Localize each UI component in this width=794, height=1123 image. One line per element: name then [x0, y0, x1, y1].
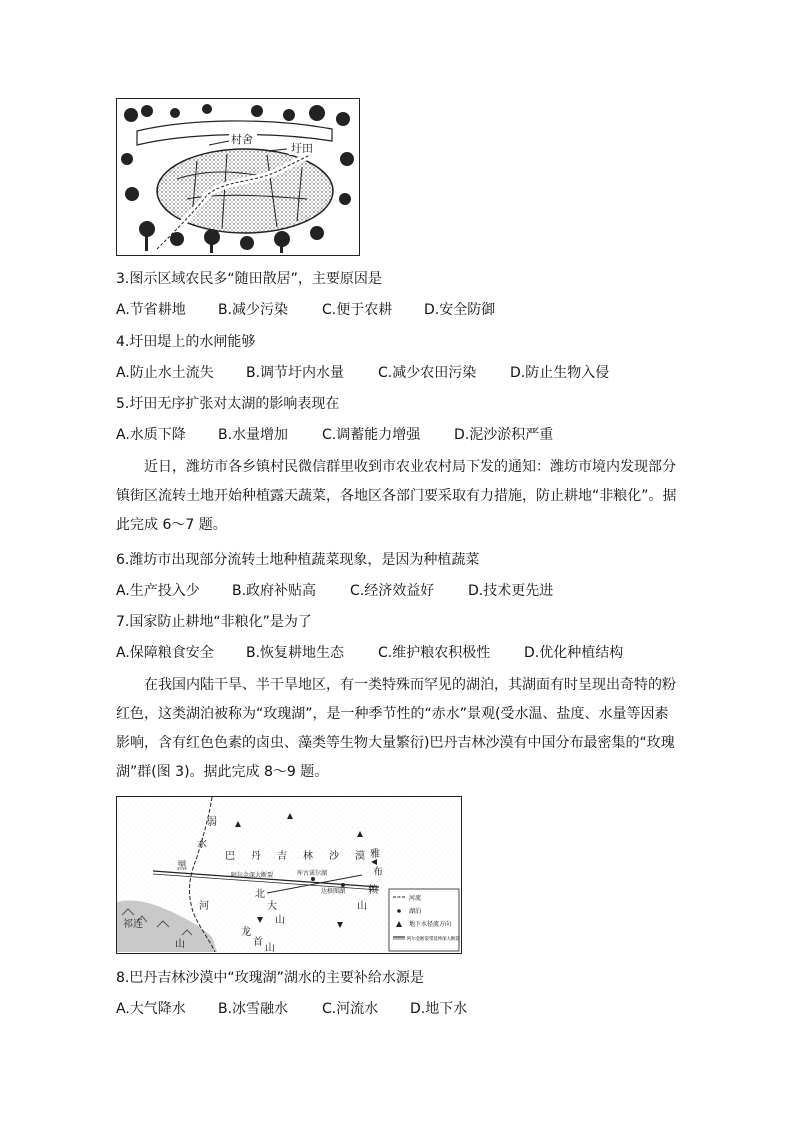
- question-7-stem: 7.国家防止耕地“非粮化”是为了: [116, 614, 312, 630]
- q6-option-a[interactable]: A.生产投入少: [116, 583, 200, 599]
- map-legend: [389, 889, 460, 951]
- desert-char-5: 沙: [329, 851, 339, 862]
- q4-option-a[interactable]: A.防止水土流失: [116, 365, 214, 381]
- q3-option-c[interactable]: C.便于农耕: [322, 302, 393, 318]
- polder-field-illustration: [116, 98, 360, 256]
- longshou-char-1: 龙: [241, 927, 251, 938]
- fault-label: 阿尔金深大断裂: [231, 872, 274, 879]
- yabu-char-2: 布: [373, 867, 383, 878]
- q5-option-b[interactable]: B.水量增加: [218, 427, 289, 443]
- q3-option-d[interactable]: D.安全防御: [424, 302, 496, 318]
- desert-char-4: 林: [303, 851, 313, 862]
- q4-option-c[interactable]: C.减少农田污染: [378, 365, 477, 381]
- beida-char-3: 山: [275, 915, 285, 926]
- lake-label-2: 达格图湖: [321, 888, 346, 895]
- desert-char-1: 巴: [225, 851, 235, 862]
- passage-8-9: 在我国内陆干旱、半干旱地区，有一类特殊而罕见的湖泊，其湖面有时呈现出奇特的粉红色，这类湖泊被称为“玫瑰湖”，是一种季节性的“赤水”景观(受水温、盐度、水量等因素影响，含有红色色素的卤虫、藻类等生物大量繁衍)巴丹吉林沙漠有中国分布最密集的“玫瑰湖”群(图 3)。据此完成 8～9 题。: [116, 677, 676, 780]
- q7-option-a[interactable]: A.保障粮食安全: [116, 645, 214, 661]
- q5-option-c[interactable]: C.调蓄能力增强: [322, 427, 421, 443]
- longshou-char-2: 首: [253, 937, 263, 948]
- q3-option-a[interactable]: A.节省耕地: [116, 302, 186, 318]
- legend-groundwater: 地下水径流方向: [409, 921, 452, 928]
- legend-lake: 湖泊: [409, 908, 422, 915]
- yabu-char-3: 赖: [368, 885, 378, 896]
- desert-char-2: 丹: [251, 851, 261, 862]
- river-char-3: 黑: [177, 861, 187, 872]
- polder-field-drawing: [117, 99, 358, 254]
- q5-option-a[interactable]: A.水质下降: [116, 427, 186, 443]
- q7-option-c[interactable]: C.维护粮农积极性: [378, 645, 491, 661]
- badain-jaran-map: [116, 796, 462, 954]
- q8-option-a[interactable]: A.大气降水: [116, 1001, 186, 1017]
- question-5-stem: 5.圩田无序扩张对太湖的影响表现在: [116, 396, 340, 412]
- beida-char-1: 北: [255, 889, 265, 900]
- longshou-char-3: 山: [265, 943, 275, 952]
- question-4-stem: 4.圩田堤上的水闸能够: [116, 334, 256, 350]
- q4-option-b[interactable]: B.调节圩内水量: [246, 365, 345, 381]
- q6-option-b[interactable]: B.政府补贴高: [232, 583, 317, 599]
- river-char-2: 水: [197, 839, 207, 850]
- q7-option-d[interactable]: D.优化种植结构: [524, 645, 624, 661]
- q6-option-d[interactable]: D.技术更先进: [468, 583, 554, 599]
- yabu-char-1: 雅: [370, 849, 380, 860]
- river-char-4: 河: [199, 901, 209, 912]
- q8-option-c[interactable]: C.河流水: [322, 1001, 379, 1017]
- qilian-label: 祁连: [123, 919, 143, 930]
- q8-option-b[interactable]: B.冰雪融水: [218, 1001, 289, 1017]
- q5-option-d[interactable]: D.泥沙淤积严重: [454, 427, 554, 443]
- q3-option-b[interactable]: B.减少污染: [218, 302, 289, 318]
- legend-river: 河流: [409, 895, 422, 902]
- village-label: 村舍: [231, 133, 253, 146]
- q6-option-c[interactable]: C.经济效益好: [350, 583, 435, 599]
- question-6-stem: 6.潍坊市出现部分流转土地种植蔬菜现象，是因为种植蔬菜: [116, 552, 480, 568]
- lake-label-1: 库古诺尔湖: [297, 870, 328, 877]
- yabu-char-4: 山: [357, 901, 367, 912]
- legend-fault: 阿尔金断裂带延伸深大断裂: [407, 937, 460, 942]
- beida-char-2: 大: [267, 901, 277, 912]
- river-char-1: 弱: [207, 817, 217, 828]
- desert-char-3: 吉: [277, 851, 287, 862]
- q4-option-d[interactable]: D.防止生物入侵: [510, 365, 610, 381]
- qilian-shan-label: 山: [175, 939, 185, 950]
- q8-option-d[interactable]: D.地下水: [410, 1001, 468, 1017]
- passage-6-7: 近日，潍坊市各乡镇村民微信群里收到市农业农村局下发的通知：潍坊市境内发现部分镇街区流转土地开始种植露天蔬菜，各地区各部门要采取有力措施，防止耕地“非粮化”。据此完成 6～7 题。: [116, 459, 677, 533]
- q7-option-b[interactable]: B.恢复耕地生态: [246, 645, 345, 661]
- polder-field-label: 圩田: [291, 142, 313, 155]
- question-3-stem: 3.图示区域农民多“随田散居”，主要原因是: [116, 271, 382, 287]
- badain-jaran-map-drawing: [117, 797, 460, 952]
- desert-char-6: 漠: [355, 851, 365, 862]
- question-8-stem: 8.巴丹吉林沙漠中“玫瑰湖”湖水的主要补给水源是: [116, 970, 424, 986]
